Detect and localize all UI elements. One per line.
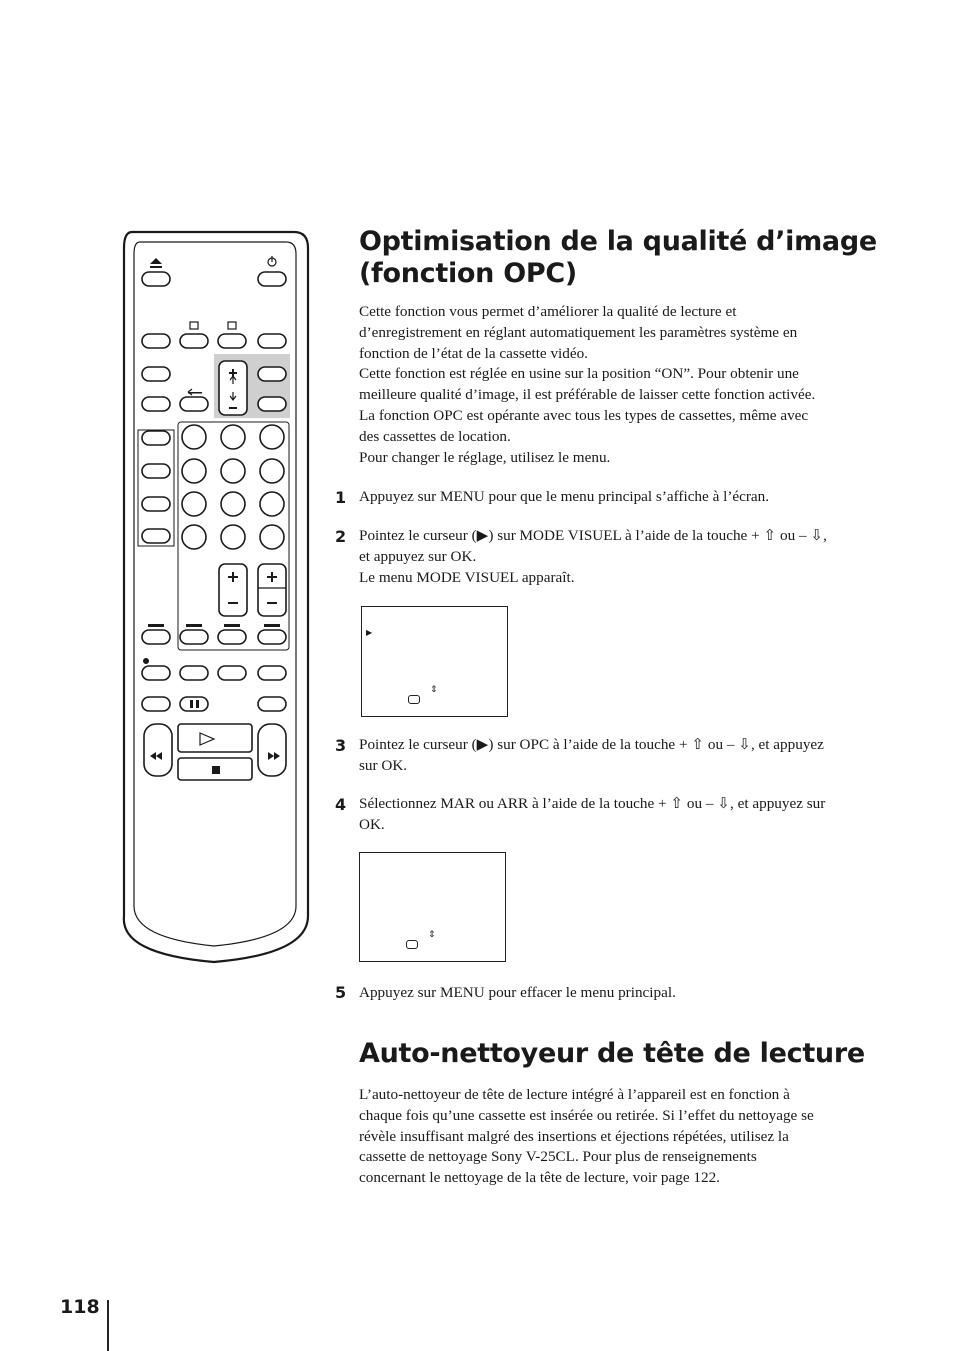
body-line: concernant le nettoyage de la tête de lecture, voir page 122.: [359, 1169, 720, 1187]
ok-button-icon: [408, 695, 420, 704]
step-line: Pointez le curseur (▶) sur OPC à l’aide de la touche + ⇧ ou – ⇩, et appuyez: [359, 736, 824, 753]
remote-control-illustration: [118, 226, 314, 986]
intro-line: fonction de l’état de la cassette vidéo.: [359, 344, 588, 362]
section-title-head-cleaner: Auto-nettoyeur de tête de lecture: [359, 1038, 865, 1069]
updown-hint-icon: ⇕: [430, 685, 438, 695]
intro-line: Cette fonction est réglée en usine sur la position “ON”. Pour obtenir une: [359, 365, 799, 383]
intro-line: Pour changer le réglage, utilisez le menu.: [359, 448, 611, 466]
page-number: 118: [60, 1296, 100, 1318]
step-line: Pointez le curseur (▶) sur MODE VISUEL à l’aide de la touche + ⇧ ou – ⇩,: [359, 527, 827, 544]
intro-line: d’enregistrement en réglant automatiquement les paramètres système en: [359, 323, 798, 341]
title-line-1: Optimisation de la qualité d’image: [359, 226, 877, 257]
step-text: [359, 735, 889, 777]
intro-line: meilleure qualité d’image, il est préférable de laisser cette fonction activée.: [359, 386, 816, 404]
step-line: Appuyez sur MENU pour que le menu principal s’affiche à l’écran.: [359, 488, 770, 505]
intro-paragraph: [359, 302, 889, 468]
step-text: [359, 526, 889, 588]
step-number: 2: [335, 527, 347, 546]
updown-hint-icon: ⇕: [428, 930, 436, 940]
ok-button-icon: [406, 940, 418, 949]
step-line: Sélectionnez MAR ou ARR à l’aide de la touche + ⇧ ou – ⇩, et appuyez sur: [359, 795, 826, 812]
body-line: L’auto-nettoyeur de tête de lecture intégré à l’appareil est en fonction à: [359, 1086, 790, 1103]
step-line: Le menu MODE VISUEL apparaît.: [359, 568, 575, 586]
step-number: 1: [335, 488, 347, 507]
intro-line: La fonction OPC est opérante avec tous les types de cassettes, même avec: [359, 406, 809, 424]
section-title-opc: [359, 226, 877, 290]
intro-line: des cassettes de location.: [359, 427, 511, 445]
tv-screen-opc: [359, 852, 506, 962]
cursor-icon: ▶: [366, 628, 373, 637]
head-cleaner-paragraph: [359, 1085, 889, 1189]
step-number: 3: [335, 736, 347, 755]
step-number: 5: [335, 983, 347, 1002]
title-line-2: (fonction OPC): [359, 258, 577, 289]
intro-line: Cette fonction vous permet d’améliorer la qualité de lecture et: [359, 303, 737, 320]
step-number: 4: [335, 795, 347, 814]
tv-screen-mode-visuel: [361, 606, 508, 717]
step-line: sur OK.: [359, 756, 408, 774]
body-line: chaque fois qu’une cassette est insérée ou retirée. Si l’effet du nettoyage se: [359, 1106, 814, 1124]
step-line: OK.: [359, 815, 385, 833]
step-line: Appuyez sur MENU pour effacer le menu principal.: [359, 984, 676, 1001]
body-line: révèle insuffisant malgré des insertions et éjections répétées, utilisez la: [359, 1127, 789, 1145]
step-text: [359, 487, 889, 508]
step-text: [359, 794, 889, 836]
step-text: [359, 983, 889, 1004]
step-line: et appuyez sur OK.: [359, 547, 477, 565]
body-line: cassette de nettoyage Sony V-25CL. Pour plus de renseignements: [359, 1148, 757, 1166]
page-number-rule: [107, 1300, 109, 1351]
